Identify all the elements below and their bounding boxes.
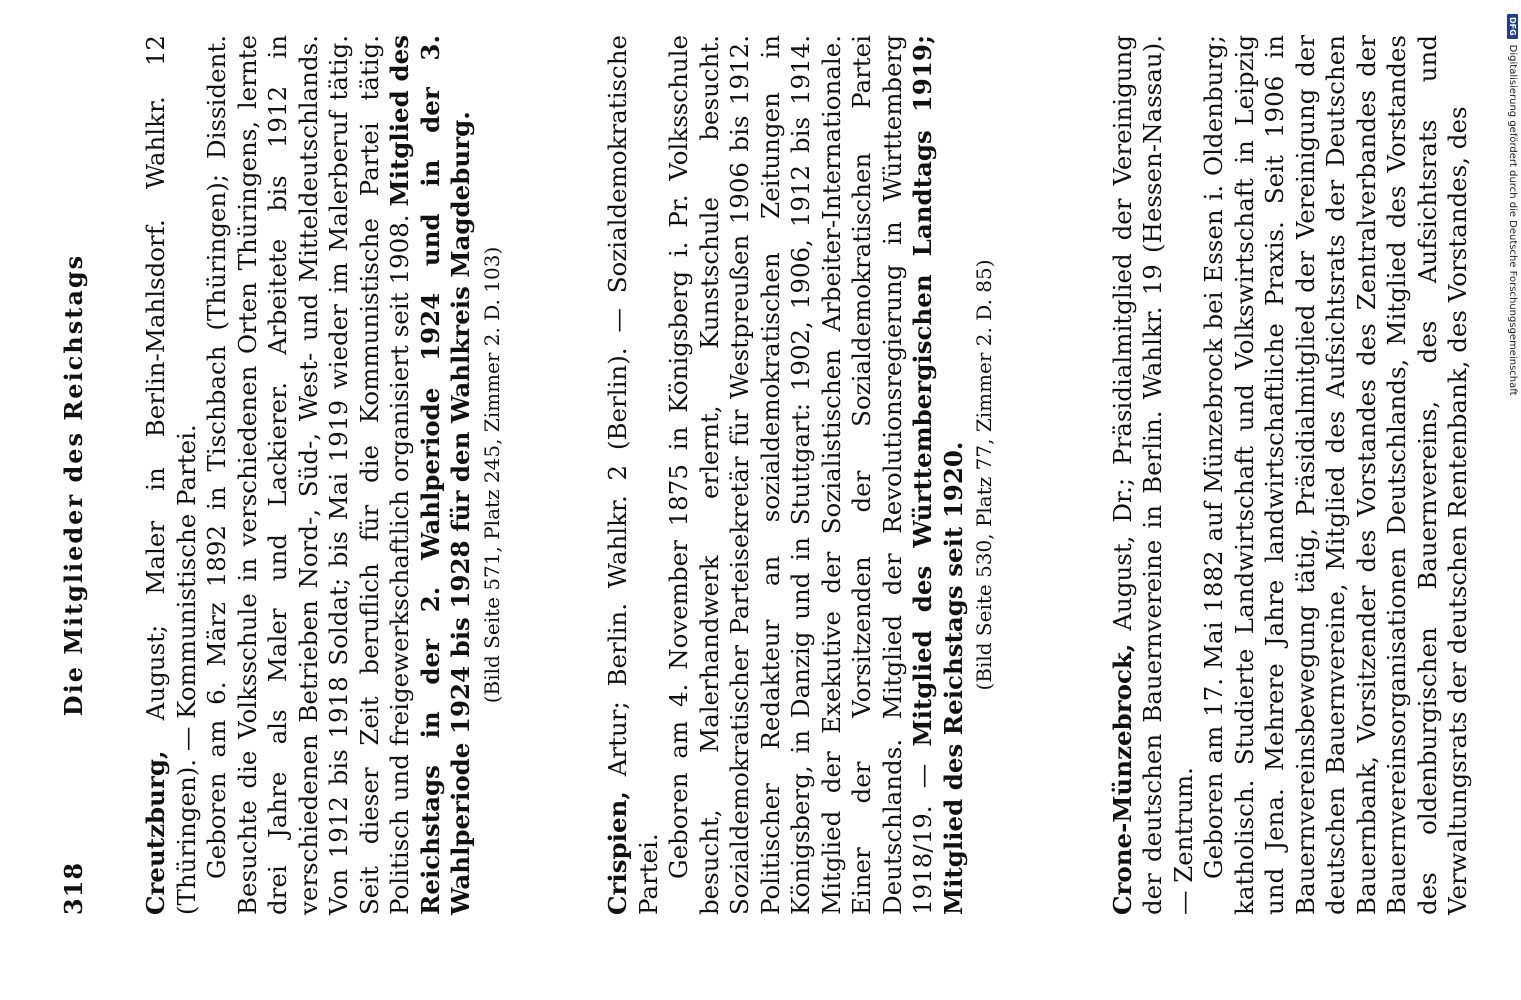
- digitization-note-text: Digitalisierung gefördert durch die Deutsche Forschungsgemeinschaft: [1507, 44, 1518, 396]
- entry-lead-text: August; Maler in Berlin-Mahlsdorf. Wahlkr. 12 (Thüringen). — Kommunistische Partei.: [141, 35, 201, 915]
- dfg-logo-icon: DFG: [1507, 14, 1518, 39]
- biography-entry: [141, 15, 507, 955]
- entry-body-bold: Mitglied des Reichstags in der 2. Wahlperiode 1924 und in der 3. Wahlperiode 1924 bis 1928 für den Wahlkreis Magdeburg.: [385, 35, 475, 915]
- photo-reference: (Bild Seite 530, Platz 77, Zimmer 2. D. 85): [972, 259, 996, 691]
- entry-lead: [1108, 35, 1200, 915]
- digitization-note: [1505, 14, 1519, 394]
- entry-body-bold: Mitglied des Württembergischen Landtags 1919; Mitglied des Reichstags seit 1920.: [908, 35, 968, 915]
- entry-lead: [603, 35, 664, 915]
- member-name: Creutzburg,: [141, 750, 170, 915]
- entry-lead-text: August, Dr.; Präsidialmitglied der Vereinigung der deutschen Bauernvereine in Berlin. Wahlkr. 19 (Hessen-Nassau). — Zentrum.: [1107, 35, 1198, 915]
- rotated-page-content: [55, 15, 1472, 955]
- entry-body-text: Geboren am 6. März 1892 in Tischbach (Thüringen); Dissident. Besuchte die Volksschule in verschiedenen Orten Thüringens, lernte drei Jahre als Maler und Lackierer. Arbeitete bis 1912 in verschiedenen Betrieben Nord-, Süd-, West- und Mitteldeutschlands. Von 1912 bis 1918 Soldat; bis Mai 1919 wieder im Malerberuf tätig. Seit dieser Zeit beruflich für die Kommunistische Partei tätig. Politisch und freigewerkschaftlich organisiert seit 1908.: [202, 35, 414, 915]
- entry-body-text: Geboren am 17. Mai 1882 auf Münzebrock bei Essen i. Oldenburg; katholisch. Studierte Landwirtschaft und Volkswirtschaft in Leipzig und Jena. Mehrere Jahre landwirtschaftliche Praxis. Seit 1906 in Bauernvereinsbewegung tätig, Präsidialmitglied der Vereinigung der deutschen Bauernvereine, Mitglied des Aufsichtsrats der Deutschen Bauernbank, Vorsitzender des Vorstandes des Zentralverbandes der Bauernvereinsorganisationen Deutschlands, Mitglied des Vorstandes des oldenburgischen Bauernvereins, des Aufsichtsrats und Verwaltungsrats der deutschen Rentenbank, des Vorstandes, des: [1199, 35, 1472, 915]
- page-number: 318: [59, 861, 88, 915]
- running-title: Die Mitglieder des Reichstags: [59, 253, 88, 717]
- page-header: [55, 15, 95, 955]
- photo-reference: (Bild Seite 571, Platz 245, Zimmer 2. D. 103): [479, 246, 504, 704]
- entry-body-text: Geboren am 4. November 1875 in Königsberg i. Pr. Volksschule besucht, Malerhandwerk erlernt, Kunstschule besucht. Sozialdemokratischer Parteisekretär für Westpreußen 1906 bis 1912. Politischer Redakteur an sozialdemokratischen Zeitungen in Königsberg, in Danzig und in Stuttgart: 1902, 1906, 1912 bis 1914. Mitglied der Exekutive der Sozialistischen Arbeiter-Internationale. Einer der Vorsitzenden der Sozialdemokratischen Partei Deutschlands. Mitglied der Revolutionsregierung in Württemberg 1918/19. —: [664, 35, 937, 915]
- biography-entry: [603, 15, 1000, 955]
- entry-body: [664, 35, 969, 915]
- entry-body: [1199, 35, 1474, 915]
- entry-body: [202, 35, 477, 915]
- member-name: Crispien,: [603, 791, 632, 915]
- biography-entry: [1108, 15, 1474, 955]
- entry-lead: [141, 35, 202, 915]
- member-name: Crone-Münzebrock,: [1107, 643, 1137, 915]
- entry-lead-text: Artur; Berlin. Wahlkr. 2 (Berlin). — Sozialdemokratische Partei.: [603, 35, 663, 915]
